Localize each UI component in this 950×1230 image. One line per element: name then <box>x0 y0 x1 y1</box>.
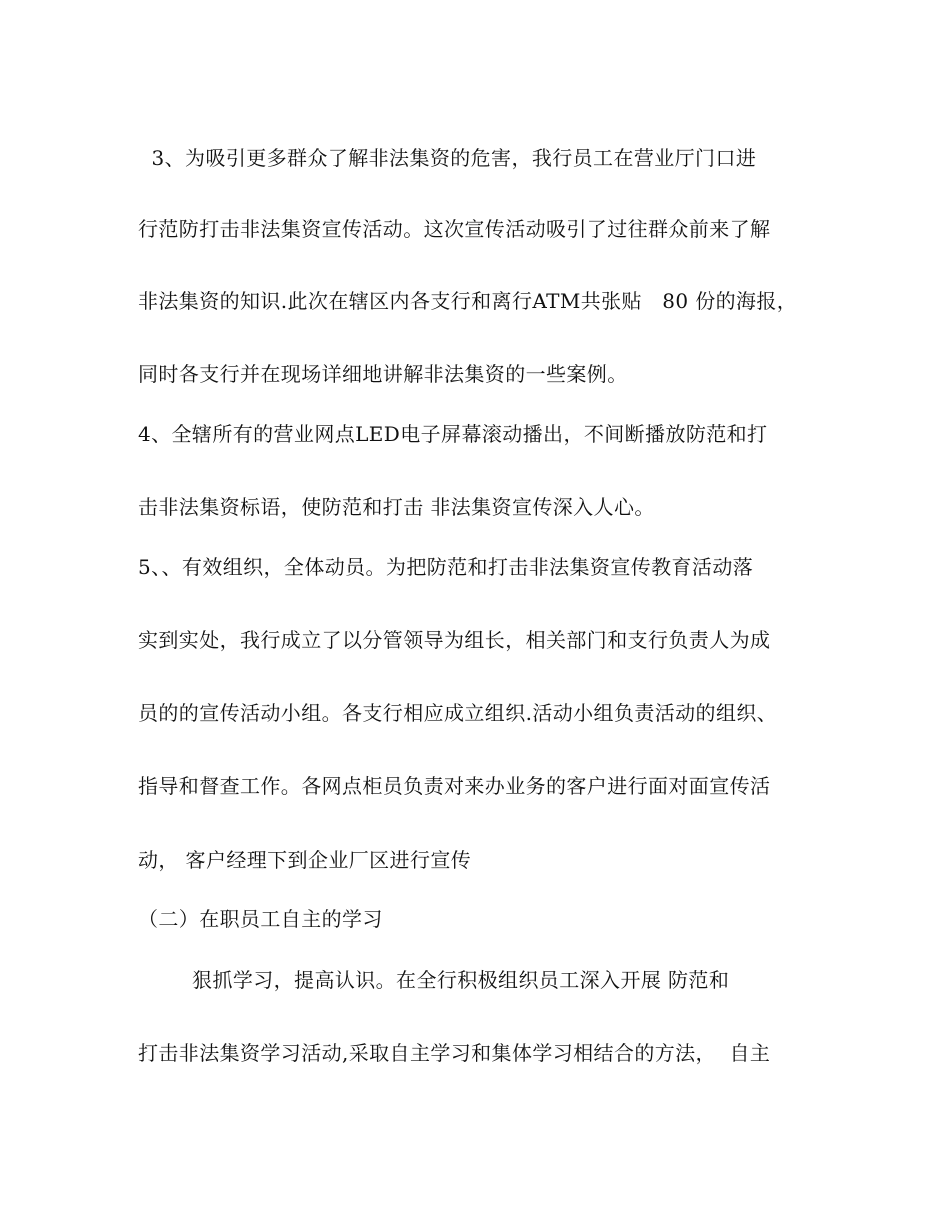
study-paragraph-line-2: 打击非法集资学习活动,采取自主学习和集体学习相结合的方法， 自主 <box>138 1041 771 1065</box>
paragraph-5-line-4: 指导和督查工作。各网点柜员负责对来办业务的客户进行面对面宣传活 <box>138 774 771 798</box>
paragraph-5-line-5: 动， 客户经理下到企业厂区进行宣传 <box>138 848 472 872</box>
study-paragraph-line-1: 狠抓学习，提高认识。在全行积极组织员工深入开展 防范和 <box>138 968 730 992</box>
paragraph-5-line-1: 5、、有效组织，全体动员。为把防范和打击非法集资宣传教育活动落 <box>138 555 754 579</box>
paragraph-3-line-1: 3、为吸引更多群众了解非法集资的危害，我行员工在营业厅门口进 <box>138 146 757 170</box>
paragraph-4-line-2: 击非法集资标语，使防范和打击 非法集资宣传深入人心。 <box>138 495 655 519</box>
section-heading: （二）在职员工自主的学习 <box>138 907 383 931</box>
paragraph-3-line-2: 行范防打击非法集资宣传活动。这次宣传活动吸引了过往群众前来了解 <box>138 217 771 241</box>
paragraph-3-line-4: 同时各支行并在现场详细地讲解非法集资的一些案例。 <box>138 362 628 386</box>
paragraph-5-line-3: 员的的宣传活动小组。各支行相应成立组织.活动小组负责活动的组织、 <box>138 701 778 725</box>
paragraph-5-line-2: 实到实处，我行成立了以分管领导为组长，相关部门和支行负责人为成 <box>138 628 771 652</box>
paragraph-3-line-3: 非法集资的知识.此次在辖区内各支行和离行ATM共张贴 80 份的海报， <box>138 289 798 313</box>
paragraph-4-line-1: 4、全辖所有的营业网点LED电子屏幕滚动播出，不间断播放防范和打 <box>138 422 768 446</box>
